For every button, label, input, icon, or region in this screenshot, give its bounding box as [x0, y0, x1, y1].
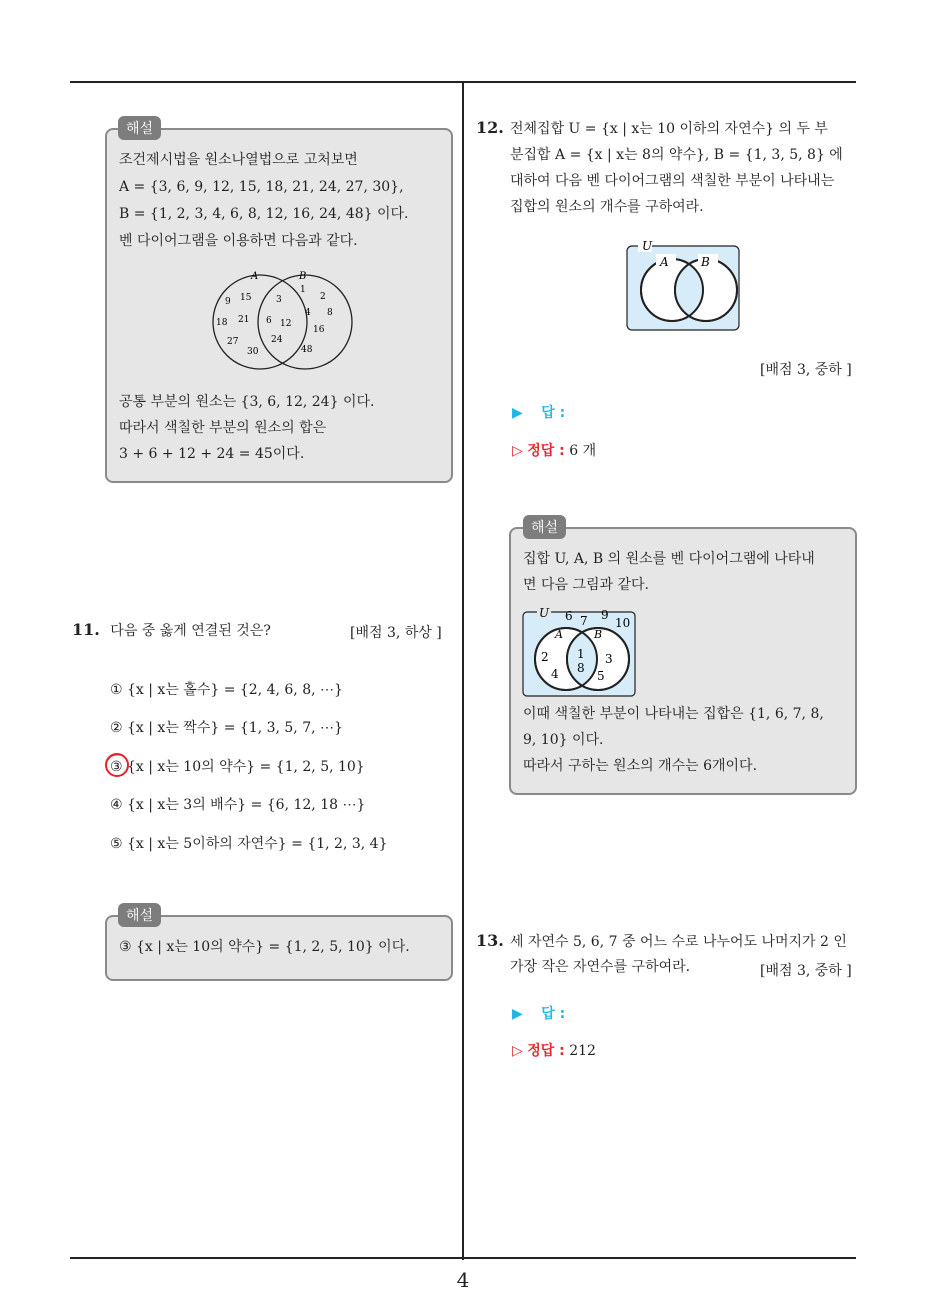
- choice-5[interactable]: ⑤ {x | x는 5이하의 자연수} = {1, 2, 3, 4}: [110, 836, 388, 852]
- solution-line: 면 다음 그림과 같다.: [523, 577, 649, 593]
- elem: 3: [276, 295, 282, 305]
- correct-label: 정답 :: [527, 443, 565, 459]
- solution-tag: 해설: [523, 515, 566, 539]
- elem: 15: [240, 293, 252, 303]
- page-number: 4: [456, 1268, 470, 1292]
- elem: 5: [597, 669, 605, 683]
- hollow-arrow-icon: ▷: [512, 443, 523, 459]
- correct-value: 6 개: [569, 443, 597, 459]
- elem: 21: [238, 315, 250, 325]
- solution-line: ③ {x | x는 10의 약수} = {1, 2, 5, 10} 이다.: [119, 939, 410, 955]
- venn-diagram-q12-solution: [521, 606, 637, 698]
- venn-diagram-q12: [624, 240, 742, 332]
- solution-line: B = {1, 2, 3, 4, 6, 8, 12, 16, 24, 48} 이다.: [119, 206, 409, 222]
- elem: 2: [320, 292, 326, 302]
- elem: 4: [305, 308, 311, 318]
- solution-box-q10: [105, 128, 453, 483]
- elem: 12: [280, 319, 292, 329]
- solution-tag: 해설: [118, 903, 161, 927]
- elem: 27: [227, 337, 239, 347]
- solution-tag: 해설: [118, 116, 161, 140]
- solution-line: 벤 다이어그램을 이용하면 다음과 같다.: [119, 233, 358, 249]
- question-line: 세 자연수 5, 6, 7 중 어느 수로 나누어도 나머지가 2 인: [510, 934, 847, 950]
- label-a: A: [251, 271, 259, 282]
- question-line: 전체집합 U = {x | x는 10 이하의 자연수} 의 두 부: [510, 121, 828, 137]
- venn-diagram-q10: [205, 270, 365, 370]
- hollow-arrow-icon: ▷: [512, 1043, 523, 1059]
- answer-row: [512, 402, 565, 422]
- label-u: U: [539, 606, 550, 620]
- column-divider: [462, 82, 464, 1260]
- question-line: 가장 작은 자연수를 구하여라.: [510, 959, 691, 975]
- question-line: 집합의 원소의 개수를 구하여라.: [510, 199, 704, 215]
- elem: 10: [615, 616, 631, 630]
- correct-label: 정답 :: [527, 1043, 565, 1059]
- correct-answer-row: [512, 440, 596, 460]
- solution-line: 집합 U, A, B 의 원소를 벤 다이어그램에 나타내: [523, 551, 815, 567]
- choice-2[interactable]: ② {x | x는 짝수} = {1, 3, 5, 7, ⋯}: [110, 720, 343, 736]
- solution-line: A = {3, 6, 9, 12, 15, 18, 21, 24, 27, 30},: [119, 179, 404, 195]
- question-line: 대하여 다음 벤 다이어그램의 색칠한 부분이 나타내는: [510, 173, 835, 189]
- elem: 30: [247, 347, 259, 357]
- elem: 8: [327, 308, 333, 318]
- question-12-number: [476, 115, 504, 142]
- elem: 6: [565, 609, 573, 623]
- elem: 9: [225, 297, 231, 307]
- elem: 1: [577, 647, 585, 661]
- question-11: [72, 617, 271, 644]
- label-b: B: [594, 628, 603, 641]
- elem: 24: [271, 335, 283, 345]
- choice-3[interactable]: ③ {x | x는 10의 약수} = {1, 2, 5, 10}: [110, 759, 365, 775]
- answer-label: 답 :: [541, 1006, 566, 1022]
- elem: 16: [313, 325, 325, 335]
- question-number: 12.: [476, 118, 504, 137]
- label-b: B: [299, 271, 307, 282]
- solution-line: 조건제시법을 원소나열법으로 고처보면: [119, 152, 358, 168]
- play-arrow-icon: ▶: [512, 1006, 523, 1022]
- label-b: B: [701, 255, 710, 269]
- play-arrow-icon: ▶: [512, 405, 523, 421]
- elem: 48: [301, 345, 313, 355]
- elem: 4: [551, 667, 559, 681]
- solution-line: 이때 색칠한 부분이 나타내는 집합은 {1, 6, 7, 8,: [523, 706, 824, 722]
- question-line: 분집합 A = {x | x는 8의 약수}, B = {1, 3, 5, 8} 에: [510, 147, 843, 163]
- elem: 8: [577, 661, 585, 675]
- solution-line: 9, 10} 이다.: [523, 732, 604, 748]
- choice-4[interactable]: ④ {x | x는 3의 배수} = {6, 12, 18 ⋯}: [110, 797, 366, 813]
- label-u: U: [642, 240, 653, 253]
- question-number: 11.: [72, 620, 100, 639]
- elem: 2: [541, 650, 549, 664]
- points-label: [배점 3, 중하 ]: [760, 963, 852, 979]
- selected-answer-circle-mark: [103, 751, 131, 779]
- elem: 7: [580, 614, 588, 628]
- elem: 1: [300, 285, 306, 295]
- question-text: 다음 중 옳게 연결된 것은?: [110, 623, 271, 639]
- label-a: A: [555, 628, 563, 641]
- solution-line: 따라서 색칠한 부분의 원소의 합은: [119, 420, 327, 436]
- correct-value: 212: [569, 1043, 596, 1059]
- question-13-number: [476, 928, 504, 955]
- choice-1[interactable]: ① {x | x는 홀수} = {2, 4, 6, 8, ⋯}: [110, 682, 343, 698]
- correct-answer-row: [512, 1040, 596, 1060]
- solution-box-q12: [509, 527, 857, 795]
- solution-line: 따라서 구하는 원소의 개수는 6개이다.: [523, 758, 758, 774]
- answer-row: [512, 1003, 565, 1023]
- solution-line: 3 + 6 + 12 + 24 = 45이다.: [119, 446, 305, 462]
- elem: 18: [216, 318, 228, 328]
- answer-label: 답 :: [541, 405, 566, 421]
- question-number: 13.: [476, 931, 504, 950]
- points-label: [배점 3, 하상 ]: [350, 625, 442, 641]
- solution-line: 공통 부분의 원소는 {3, 6, 12, 24} 이다.: [119, 394, 375, 410]
- elem: 3: [605, 652, 613, 666]
- label-a: A: [660, 255, 669, 269]
- elem: 6: [266, 316, 272, 326]
- elem: 9: [601, 608, 609, 622]
- points-label: [배점 3, 중하 ]: [760, 362, 852, 378]
